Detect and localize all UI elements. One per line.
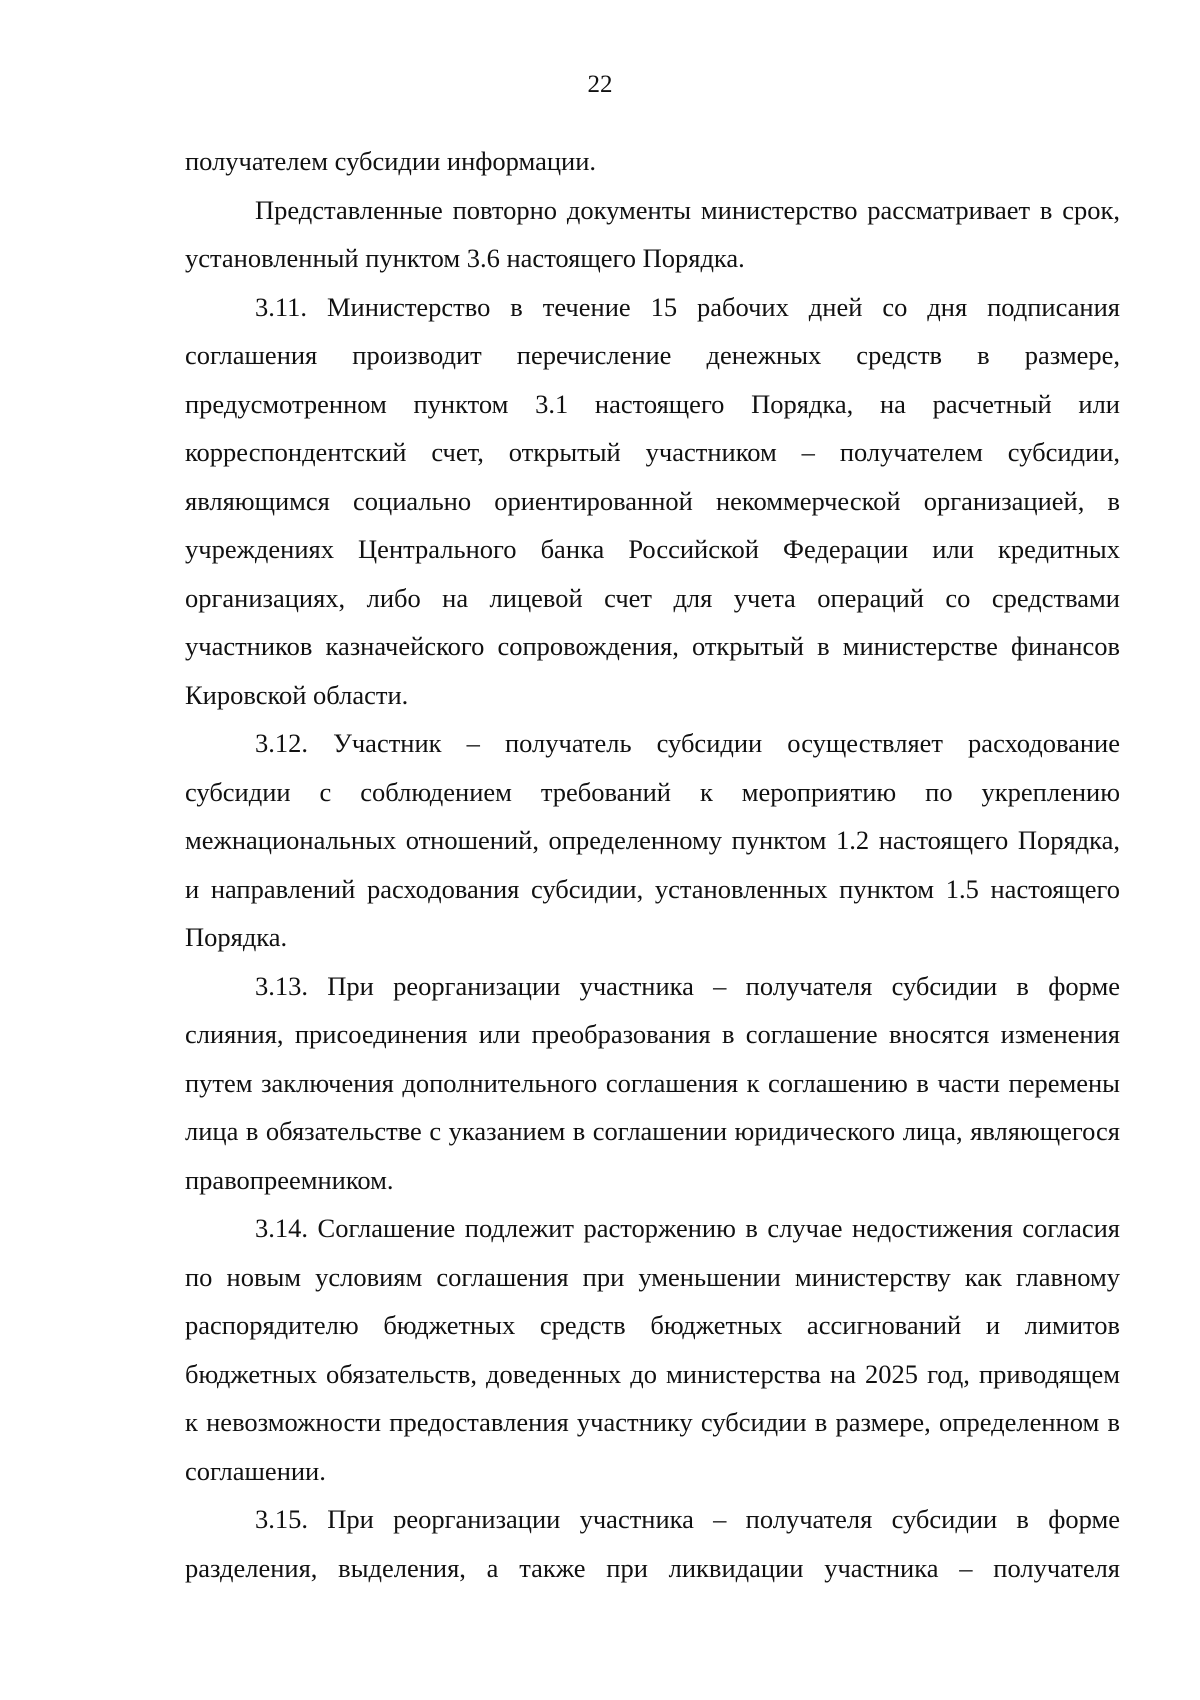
page-number: 22 [587,71,613,98]
paragraph-3-13: 3.13. При реорганизации участника – получателя субсидии в форме слияния, присоединения или преобразования в соглашение вносятся изменения путем заключения дополнительного соглашения к соглашению в части перемены лица в обязательстве с указанием в соглашении юридического лица, являющегося правопреемником. [185,970,1120,1195]
paragraph-3-14: 3.14. Соглашение подлежит расторжению в случае недостижения согласия по новым условиям соглашения при уменьшении министерству как главному распорядителю бюджетных средств бюджетных ассигнований и лимитов бюджетных обязательств, доведенных до министерства на 2025 год, приводящем к невозможности предоставления участнику субсидии в размере, определенном в соглашении. [185,1213,1120,1486]
paragraph-3-12: 3.12. Участник – получатель субсидии осуществляет расходование субсидии с соблюдением требований к мероприятию по укреплению межнациональных отношений, определенному пунктом 1.2 настоящего Порядка, и направлений расходования субсидии, установленных пунктом 1.5 настоящего Порядка. [185,728,1120,952]
paragraph-3-15: 3.15. При реорганизации участника – получателя субсидии в форме разделения, выделения, а также при ликвидации участника – получателя [185,1504,1120,1583]
paragraph-3-11: 3.11. Министерство в течение 15 рабочих дней со дня подписания соглашения производит перечисление денежных средств в размере, предусмотренном пунктом 3.1 настоящего Порядка, на расчетный или корреспондентский счет, открытый участником – получателем субсидии, являющимся социально ориентированной некоммерческой организацией, в учреждениях Центрального банка Российской Федерации или кредитных организациях, либо на лицевой счет для учета операций со средствами участников казначейского сопровождения, открытый в министерстве финансов Кировской области. [185,291,1120,710]
document-body [185,137,1120,1592]
paragraph-resubmitted-documents: Представленные повторно документы министерство рассматривает в срок, установленный пунктом 3.6 настоящего Порядка. [185,194,1120,273]
paragraph-continuation: получателем субсидии информации. [185,146,597,176]
